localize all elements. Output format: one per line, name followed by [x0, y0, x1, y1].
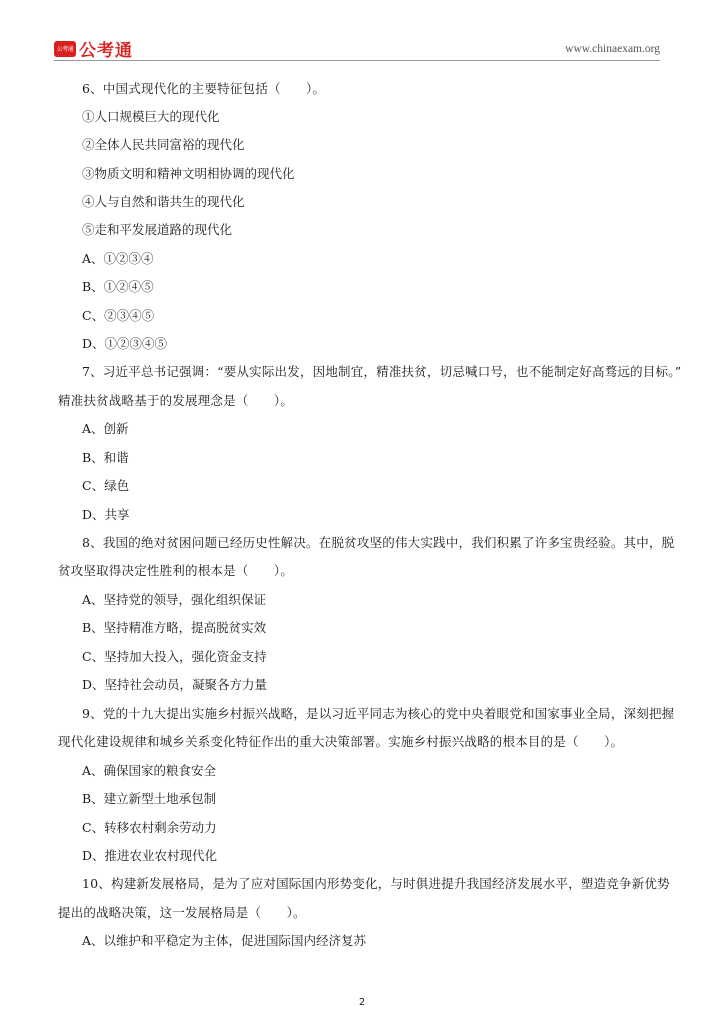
question-6-item-2: ②全体人民共同富裕的现代化 [82, 137, 245, 152]
question-7-stem-line-1: 7、习近平总书记强调：“要从实际出发，因地制宜，精准扶贫，切忌喊口号，也不能制定好高骛远的目标。” [82, 364, 682, 379]
question-10-option-a: A、以维护和平稳定为主体，促进国际国内经济复苏 [82, 933, 367, 948]
question-9-stem-line-1: 9、党的十九大提出实施乡村振兴战略，是以习近平同志为核心的党中央着眼党和国家事业全局，深刻把握 [82, 706, 675, 721]
page-number: 2 [358, 997, 366, 1008]
question-6-item-1: ①人口规模巨大的现代化 [82, 109, 220, 124]
question-9-stem-line-2: 现代化建设规律和城乡关系变化特征作出的重大决策部署。实施乡村振兴战略的根本目的是（ ）。 [58, 734, 624, 749]
question-7-option-c: C、绿色 [82, 478, 130, 493]
logo-badge-icon: 公考通 [54, 41, 76, 57]
question-7-option-d: D、共享 [82, 507, 130, 522]
question-8-option-b: B、坚持精准方略，提高脱贫实效 [82, 620, 267, 635]
question-6-option-a: A、①②③④ [82, 251, 154, 266]
logo-text: 公考通 [79, 41, 133, 61]
question-6-item-4: ④人与自然和谐共生的现代化 [82, 194, 245, 209]
question-9-option-b: B、建立新型土地承包制 [82, 791, 217, 806]
question-8-option-a: A、坚持党的领导，强化组织保证 [82, 592, 267, 607]
question-8-option-c: C、坚持加大投入，强化资金支持 [82, 649, 267, 664]
question-7-option-b: B、和谐 [82, 450, 129, 465]
header-divider [54, 60, 660, 61]
question-10-stem-line-1: 10、构建新发展格局，是为了应对国际国内形势变化，与时俱进提升我国经济发展水平，塑造竞争新优势 [82, 876, 670, 891]
brand-logo [54, 36, 133, 61]
question-9-option-c: C、转移农村剩余劳动力 [82, 820, 217, 835]
site-url: www.chinaexam.org [565, 43, 660, 55]
question-6-option-b: B、①②④⑤ [82, 279, 154, 294]
question-9-option-d: D、推进农业农村现代化 [82, 848, 218, 863]
question-8-stem-line-1: 8、我国的绝对贫困问题已经历史性解决。在脱贫攻坚的伟大实践中，我们积累了许多宝贵经验。其中，脱 [82, 535, 675, 550]
page-header [0, 0, 724, 64]
question-6-item-3: ③物质文明和精神文明相协调的现代化 [82, 166, 295, 181]
question-6-option-d: D、①②③④⑤ [82, 336, 168, 351]
question-6-item-5: ⑤走和平发展道路的现代化 [82, 222, 233, 237]
question-8-stem-line-2: 贫攻坚取得决定性胜利的根本是（ ）。 [58, 563, 294, 578]
question-7-option-a: A、创新 [82, 421, 129, 436]
question-9-option-a: A、确保国家的粮食安全 [82, 763, 217, 778]
question-8-option-d: D、坚持社会动员，凝聚各方力量 [82, 677, 268, 692]
question-7-stem-line-2: 精准扶贫战略基于的发展理念是（ ）。 [58, 393, 294, 408]
question-6-stem: 6、中国式现代化的主要特征包括（ ）。 [82, 81, 326, 96]
question-6-option-c: C、②③④⑤ [82, 308, 155, 323]
question-10-stem-line-2: 提出的战略决策，这一发展格局是（ ）。 [58, 905, 306, 920]
